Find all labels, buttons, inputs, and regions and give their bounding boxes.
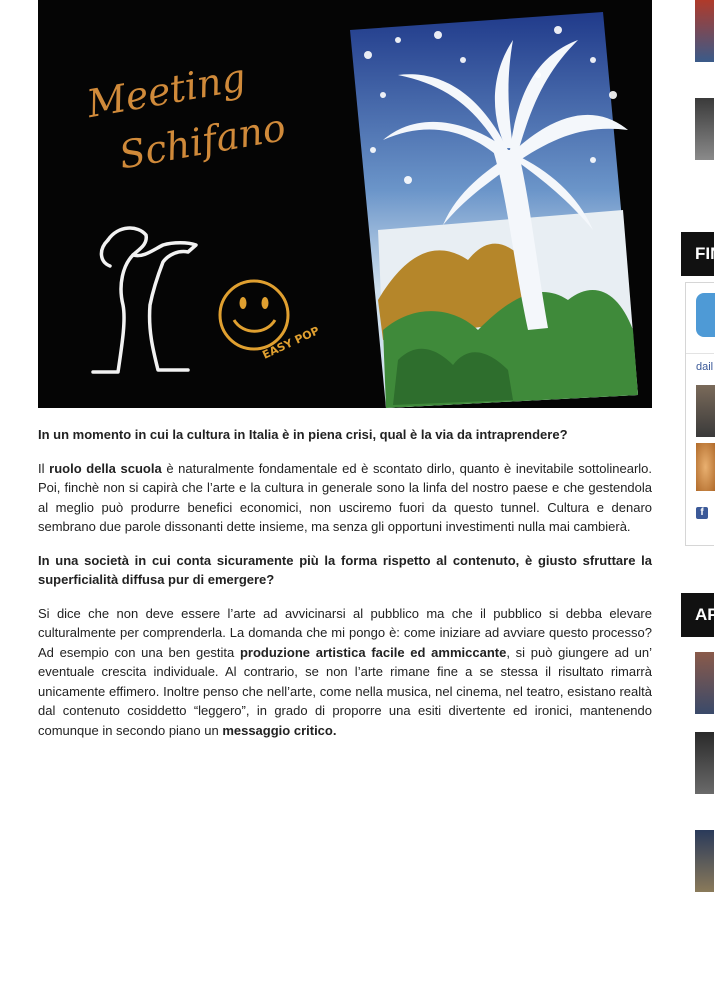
answer-2-text-b: , si può giungere ad un’ eventuale crescita individuale. Al contrario, se non l’arte rimane fine a se stessa il risultato rimarrà unicamente effimero. Inoltre penso che nell’arte, come nella musica, nel cinema, nel teatro, esistano realtà dal contenuto cosiddetto “leggero”, in grado di proporre una esiti divertente ed ironici, mantenendo comunque in secondo piano un [38, 644, 653, 738]
artwork-illustration [38, 0, 652, 408]
sidebar-thumb-1[interactable] [695, 0, 714, 62]
facebook-page-name[interactable]: dail [696, 361, 714, 373]
hero-title-line2: Schifano [115, 105, 289, 178]
answer-1-bold: ruolo della scuola [49, 460, 162, 476]
question-1: In un momento in cui la cultura in Italia è in piena crisi, qual è la via da intraprendere? [38, 427, 568, 442]
page-logo-icon[interactable] [696, 293, 715, 337]
sidebar-thumb-4[interactable] [695, 732, 714, 794]
line-figure [93, 228, 196, 372]
answer-2-text-a: Si dice che non deve essere l’arte ad avvicinarsi al pubblico ma che il pubblico si debba elevare culturalmente per comprenderla. La domanda che mi pongo è: come iniziare ad avviare questo processo? Ad esempio con una ben gestita [38, 605, 652, 660]
answer-2 [38, 604, 652, 741]
answer-1-text-b: è naturalmente fondamentale ed è scontato dirlo, quanto è inevitabile sottolinearlo. Poi, finchè non si capirà che l’arte e la cultura in generale sono la linfa del nostro paese e che gestendola al meglio può produrre benefici economici, non usciremo fuori da questo tunnel. Cultura e denaro sembrano due parole dissonanti dette insieme, ma senza gli opportuni investimenti nulla mai cambierà. [38, 460, 652, 534]
avatar[interactable] [696, 385, 715, 437]
sidebar-thumb-3[interactable] [695, 652, 714, 714]
divider [686, 353, 714, 354]
answer-1-text-a: Il [38, 460, 50, 476]
sidebar-heading-1: FIN [681, 232, 714, 276]
article-body [38, 425, 652, 754]
sidebar-thumb-2[interactable] [695, 98, 714, 160]
answer-2-bold-a: produzione artistica facile ed ammiccante [239, 644, 507, 660]
hero-image [38, 0, 652, 408]
easy-pop-badge: EASY POP [260, 324, 322, 362]
facebook-icon[interactable]: f [696, 507, 708, 519]
avatar[interactable] [696, 443, 715, 491]
answer-2-bold-b: messaggio critico. [222, 722, 337, 738]
facebook-widget [685, 282, 714, 546]
question-2: In una società in cui conta sicuramente più la forma rispetto al contenuto, è giusto sfruttare la superficialità diffusa pur di emergere? [38, 552, 652, 587]
answer-1 [38, 459, 652, 537]
sidebar-thumb-5[interactable] [695, 830, 714, 892]
sidebar-heading-2: API [681, 593, 714, 637]
smiley-icon [220, 281, 288, 349]
painting-palm [350, 12, 638, 408]
hero-title-line1: Meeting [83, 55, 249, 127]
